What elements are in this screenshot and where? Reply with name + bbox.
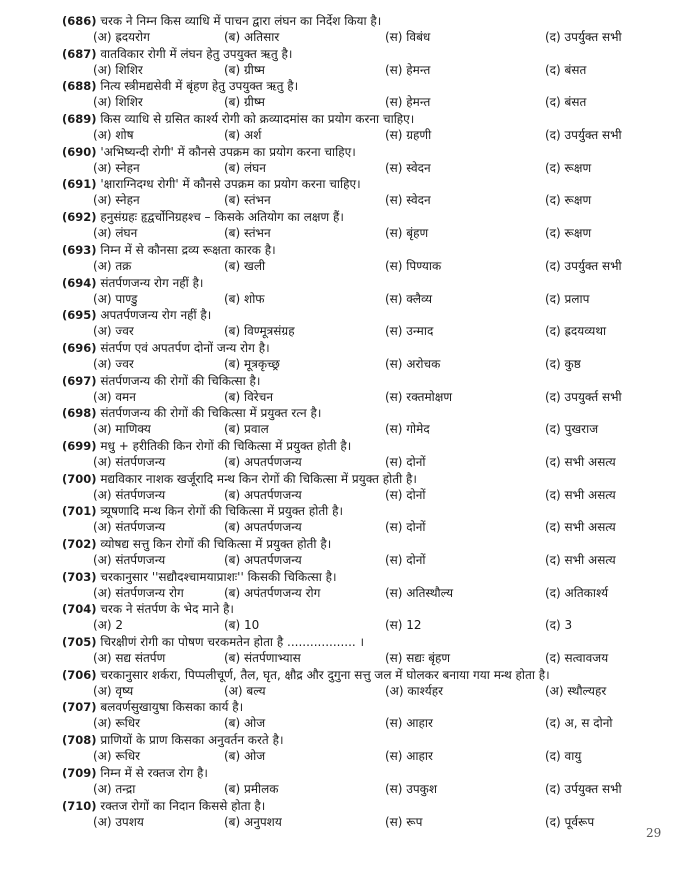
question-number: (706) bbox=[62, 667, 97, 682]
question-item bbox=[62, 699, 672, 732]
question-line bbox=[62, 111, 672, 127]
question-number: (710) bbox=[62, 798, 97, 813]
question-item bbox=[62, 569, 672, 602]
option-2: (ब) खली bbox=[224, 258, 266, 273]
question-text: प्राणियों के प्राण किसका अनुवर्तन करते है। bbox=[100, 733, 284, 748]
option-4: (द) रूक्षण bbox=[545, 160, 592, 175]
option-row bbox=[62, 291, 672, 307]
option-3: (स) आहार bbox=[385, 716, 433, 731]
option-row bbox=[62, 94, 672, 110]
question-number: (689) bbox=[62, 112, 97, 127]
option-2: (ब) स्तंभन bbox=[224, 193, 271, 208]
option-3: (स) विबंध bbox=[385, 30, 431, 44]
question-number: (695) bbox=[62, 308, 97, 323]
question-text: मद्यविकार नाशक खर्जूरादि मन्थ किन रोगों की चिकित्सा में प्रयुक्त होती है। bbox=[100, 471, 417, 486]
option-1: (अ) रूधिर bbox=[93, 716, 141, 731]
question-text: संतर्पण एवं अपतर्पण दोनों जन्य रोग है। bbox=[100, 340, 270, 355]
question-line bbox=[62, 373, 672, 389]
option-3: (स) हेमन्त bbox=[385, 62, 431, 77]
question-item bbox=[62, 307, 672, 340]
option-1: (अ) संतर्पणजन्य bbox=[93, 520, 166, 535]
option-2: (ब) अनुपशय bbox=[224, 814, 282, 829]
question-line bbox=[62, 275, 672, 291]
option-1: (अ) उपशय bbox=[93, 814, 144, 829]
option-1: (अ) लंघन bbox=[93, 226, 138, 241]
question-number: (709) bbox=[62, 765, 97, 780]
question-number: (693) bbox=[62, 242, 97, 257]
question-number: (705) bbox=[62, 635, 97, 650]
option-row bbox=[62, 781, 672, 797]
question-text: चरकानुसार ''सद्यौदश्चामयाप्राशः'' किसकी चिकित्सा है। bbox=[100, 569, 337, 584]
question-text: 'क्षाराग्निदग्ध रोगी' में कौनसे उपक्रम का प्रयोग करना चाहिए। bbox=[100, 177, 361, 192]
option-1: (अ) वृष्य bbox=[93, 683, 134, 698]
question-line bbox=[62, 765, 672, 781]
option-row bbox=[62, 552, 672, 568]
question-line bbox=[62, 144, 672, 160]
question-number: (687) bbox=[62, 46, 97, 61]
option-1: (अ) संतर्पणजन्य bbox=[93, 454, 166, 469]
question-item bbox=[62, 340, 672, 373]
option-4: (द) रूक्षण bbox=[545, 226, 592, 241]
question-text: रक्तज रोगों का निदान किससे होता है। bbox=[100, 798, 266, 813]
option-1: (अ) संतर्पणजन्य रोग bbox=[93, 585, 184, 600]
option-2: (ब) ओज bbox=[224, 749, 266, 764]
option-1: (अ) माणिक्य bbox=[93, 422, 151, 437]
option-row bbox=[62, 225, 672, 241]
question-item bbox=[62, 634, 672, 667]
option-1: (अ) संतर्पणजन्य bbox=[93, 553, 166, 567]
option-4: (द) रूक्षण bbox=[545, 193, 592, 208]
option-1: (अ) शोष bbox=[93, 128, 134, 143]
question-number: (708) bbox=[62, 733, 97, 748]
question-line bbox=[62, 307, 672, 323]
option-4: (द) पुखराज bbox=[545, 422, 599, 437]
question-text: संतर्पणजन्य रोग नहीं है। bbox=[100, 275, 204, 290]
option-row bbox=[62, 748, 672, 764]
option-2: (ब) अपतर्पणजन्य bbox=[224, 487, 302, 502]
option-row bbox=[62, 62, 672, 78]
option-2: (ब) अपतर्पणजन्य bbox=[224, 553, 302, 567]
option-4: (द) 3 bbox=[545, 618, 573, 633]
question-line bbox=[62, 569, 672, 585]
question-line bbox=[62, 732, 672, 748]
question-line bbox=[62, 634, 672, 650]
question-number: (694) bbox=[62, 275, 97, 290]
option-row bbox=[62, 192, 672, 208]
question-line bbox=[62, 503, 672, 519]
question-item bbox=[62, 275, 672, 308]
option-3: (स) दोनों bbox=[385, 487, 426, 502]
question-text: निम्न में से कौनसा द्रव्य रूक्षता कारक है। bbox=[100, 242, 276, 257]
question-text: व्योषद्य सत्तु किन रोगों की चिकित्सा में प्रयुक्त होती है। bbox=[100, 537, 332, 551]
question-text: किस व्याधि से ग्रसित कार्श्य रोगी को क्रव्यादमांस का प्रयोग करना चाहिए। bbox=[100, 112, 415, 127]
option-row bbox=[62, 323, 672, 339]
option-3: (स) दोनों bbox=[385, 454, 426, 469]
page-number: 29 bbox=[646, 826, 662, 840]
question-number: (698) bbox=[62, 406, 97, 421]
option-row bbox=[62, 585, 672, 601]
option-3: (स) अतिस्थौल्य bbox=[385, 585, 454, 600]
option-2: (ब) स्तंभन bbox=[224, 226, 271, 241]
question-text: चरक ने संतर्पण के भेद माने है। bbox=[100, 602, 234, 617]
option-1: (अ) संतर्पणजन्य bbox=[93, 487, 166, 502]
question-number: (703) bbox=[62, 569, 97, 584]
option-3: (स) ग्रहणी bbox=[385, 128, 432, 143]
question-item bbox=[62, 373, 672, 406]
question-line bbox=[62, 46, 672, 62]
question-text: मधु + हरीतिकी किन रोगों की चिकित्सा में प्रयुक्त होती है। bbox=[100, 438, 352, 453]
option-1: (अ) तक्र bbox=[93, 258, 132, 273]
option-3: (स) रूप bbox=[385, 814, 423, 829]
option-1: (अ) शिशिर bbox=[93, 62, 143, 77]
question-number: (699) bbox=[62, 438, 97, 453]
option-4: (द) अ, स दोनो bbox=[545, 716, 613, 731]
option-2: (ब) ग्रीष्म bbox=[224, 62, 265, 77]
option-1: (अ) पाण्डु bbox=[93, 291, 138, 306]
option-4: (द) सभी असत्य bbox=[545, 553, 616, 567]
option-2: (ब) विण्मूत्रसंग्रह bbox=[224, 324, 295, 339]
option-row bbox=[62, 258, 672, 274]
question-item bbox=[62, 46, 672, 79]
question-line bbox=[62, 13, 672, 29]
question-line bbox=[62, 209, 672, 225]
option-3: (स) स्वेदन bbox=[385, 160, 431, 175]
option-4: (अ) स्थौल्यहर bbox=[545, 683, 607, 698]
option-4: (द) सभी असत्य bbox=[545, 454, 616, 469]
question-text: चरक ने निम्न किस व्याधि में पाचन द्वारा लंघन का निर्देश किया है। bbox=[100, 14, 382, 28]
question-text: संतर्पणजन्य की रोगों की चिकित्सा में प्रयुक्त रत्न है। bbox=[100, 406, 322, 421]
option-1: (अ) ज्वर bbox=[93, 324, 134, 339]
option-3: (स) हेमन्त bbox=[385, 95, 431, 110]
question-text: अपतर्पणजन्य रोग नहीं है। bbox=[100, 308, 212, 323]
option-3: (स) दोनों bbox=[385, 553, 426, 567]
question-item bbox=[62, 601, 672, 634]
option-1: (अ) रूधिर bbox=[93, 749, 141, 764]
question-item bbox=[62, 798, 672, 831]
option-4: (द) अतिकार्श्य bbox=[545, 585, 609, 600]
question-line bbox=[62, 78, 672, 94]
option-2: (ब) अपंतर्पणजन्य रोग bbox=[224, 585, 321, 600]
question-line bbox=[62, 601, 672, 617]
question-number: (701) bbox=[62, 504, 97, 519]
question-item bbox=[62, 438, 672, 471]
option-3: (स) अरोचक bbox=[385, 356, 441, 371]
option-row bbox=[62, 715, 672, 731]
option-row bbox=[62, 650, 672, 666]
question-item bbox=[62, 732, 672, 765]
option-3: (स) गोमेद bbox=[385, 422, 430, 437]
question-item bbox=[62, 111, 672, 144]
question-text: बलवर्णसुखायुषा किसका कार्य है। bbox=[100, 700, 244, 715]
option-2: (अ) बल्य bbox=[224, 683, 266, 698]
question-number: (702) bbox=[62, 537, 97, 551]
option-1: (अ) ह्रदयरोग bbox=[93, 30, 150, 44]
option-2: (ब) ग्रीष्म bbox=[224, 95, 265, 110]
option-3: (स) उपकुश bbox=[385, 781, 438, 796]
option-3: (स) पिण्याक bbox=[385, 258, 442, 273]
question-item bbox=[62, 765, 672, 798]
option-1: (अ) तन्द्रा bbox=[93, 781, 136, 796]
question-line bbox=[62, 405, 672, 421]
option-row bbox=[62, 617, 672, 633]
question-text: त्र्यूषणादि मन्थ किन रोगों की चिकित्सा में प्रयुक्त होती है। bbox=[100, 504, 343, 519]
option-2: (ब) संतर्पणाभ्यास bbox=[224, 651, 301, 666]
question-number: (692) bbox=[62, 210, 97, 225]
question-number: (707) bbox=[62, 700, 97, 715]
question-line bbox=[62, 798, 672, 814]
question-item bbox=[62, 144, 672, 177]
option-2: (ब) 10 bbox=[224, 618, 260, 633]
option-row bbox=[62, 389, 672, 405]
option-row bbox=[62, 356, 672, 372]
option-3: (स) क्लैव्य bbox=[385, 291, 433, 306]
option-2: (ब) विरेचन bbox=[224, 389, 273, 404]
option-4: (द) सत्वावजय bbox=[545, 651, 609, 666]
question-text: निम्न में से रक्तज रोग है। bbox=[100, 765, 208, 780]
option-2: (ब) मूत्रकृच्छ्र bbox=[224, 356, 280, 371]
question-number: (691) bbox=[62, 177, 97, 192]
question-line bbox=[62, 438, 672, 454]
question-number: (696) bbox=[62, 340, 97, 355]
question-number: (688) bbox=[62, 79, 97, 94]
question-item bbox=[62, 667, 672, 700]
question-line bbox=[62, 667, 672, 683]
question-number: (700) bbox=[62, 471, 97, 486]
option-row bbox=[62, 487, 672, 503]
option-2: (ब) अपतर्पणजन्य bbox=[224, 454, 302, 469]
question-text: हनुसंग्रहः हृद्वर्चोनिग्रहश्च – किसके अतियोग का लक्षण हैं। bbox=[100, 210, 344, 225]
question-line bbox=[62, 536, 672, 552]
option-row bbox=[62, 814, 672, 830]
option-3: (स) उन्माद bbox=[385, 324, 434, 339]
option-1: (अ) ज्वर bbox=[93, 356, 134, 371]
question-item bbox=[62, 78, 672, 111]
option-3: (स) आहार bbox=[385, 749, 433, 764]
option-row bbox=[62, 160, 672, 176]
question-item bbox=[62, 13, 672, 46]
question-text: वातविकार रोगी में लंघन हेतु उपयुक्त ऋतु है। bbox=[100, 46, 293, 61]
option-row bbox=[62, 519, 672, 535]
option-2: (ब) प्रमीलक bbox=[224, 781, 279, 796]
question-item bbox=[62, 503, 672, 536]
question-number: (690) bbox=[62, 144, 97, 159]
option-1: (अ) स्नेहन bbox=[93, 193, 140, 208]
question-item bbox=[62, 405, 672, 438]
option-4: (द) बंसत bbox=[545, 95, 587, 110]
option-1: (अ) 2 bbox=[93, 618, 123, 633]
option-4: (द) कुष्ठ bbox=[545, 356, 581, 371]
option-row bbox=[62, 421, 672, 437]
option-3: (स) सद्यः बृंहण bbox=[385, 651, 451, 666]
question-number: (686) bbox=[62, 14, 97, 28]
question-line bbox=[62, 699, 672, 715]
option-2: (ब) प्रवाल bbox=[224, 422, 269, 437]
option-3: (अ) कार्श्यहर bbox=[385, 683, 444, 698]
question-item bbox=[62, 471, 672, 504]
option-row bbox=[62, 127, 672, 143]
question-list bbox=[62, 13, 672, 830]
option-2: (ब) अपतर्पणजन्य bbox=[224, 520, 302, 535]
option-row bbox=[62, 29, 672, 45]
option-4: (द) उपर्युक्त सभी bbox=[545, 128, 622, 143]
question-item bbox=[62, 209, 672, 242]
option-4: (द) सभी असत्य bbox=[545, 520, 616, 535]
option-2: (ब) लंघन bbox=[224, 160, 266, 175]
question-item bbox=[62, 536, 672, 569]
question-text: नित्य स्त्रीमद्यसेवी में बृंहण हेतु उपयुक्त ऋतु है। bbox=[100, 79, 299, 94]
option-4: (द) प्रलाप bbox=[545, 291, 590, 306]
question-text: संतर्पणजन्य की रोगों की चिकित्सा है। bbox=[100, 373, 261, 388]
option-1: (अ) सद्य संतर्पण bbox=[93, 651, 166, 666]
option-2: (ब) अर्श bbox=[224, 128, 262, 143]
option-4: (द) बंसत bbox=[545, 62, 587, 77]
option-4: (द) पूर्वरूप bbox=[545, 814, 595, 829]
option-3: (स) बृंहण bbox=[385, 226, 429, 241]
option-4: (द) वायु bbox=[545, 749, 582, 764]
question-text: 'अभिष्यन्दी रोगी' में कौनसे उपक्रम का प्रयोग करना चाहिए। bbox=[100, 144, 356, 159]
option-row bbox=[62, 683, 672, 699]
option-4: (द) उर्पयुक्त सभी bbox=[545, 781, 622, 796]
option-4: (द) सभी असत्य bbox=[545, 487, 616, 502]
option-1: (अ) वमन bbox=[93, 389, 136, 404]
question-text: चरकानुसार शर्करा, पिप्पलीचूर्ण, तैल, घृत, क्षौद्र और दुगुना सत्तु जल में घोलकर बनाया गया मन्थ होता है। bbox=[100, 667, 550, 682]
option-3: (स) स्वेदन bbox=[385, 193, 431, 208]
question-item bbox=[62, 176, 672, 209]
option-1: (अ) शिशिर bbox=[93, 95, 143, 110]
question-line bbox=[62, 471, 672, 487]
option-3: (स) 12 bbox=[385, 618, 422, 633]
option-1: (अ) स्नेहन bbox=[93, 160, 140, 175]
option-4: (द) उपर्युक्त सभी bbox=[545, 30, 622, 44]
option-4: (द) ह्रदयव्यथा bbox=[545, 324, 607, 339]
question-item bbox=[62, 242, 672, 275]
option-2: (ब) शोफ bbox=[224, 291, 265, 306]
question-line bbox=[62, 176, 672, 192]
question-line bbox=[62, 340, 672, 356]
option-3: (स) रक्तमोक्षण bbox=[385, 389, 453, 404]
question-line bbox=[62, 242, 672, 258]
option-3: (स) दोनों bbox=[385, 520, 426, 535]
question-number: (704) bbox=[62, 602, 97, 617]
question-text: चिरक्षीणं रोगी का पोषण चरकमतेन होता है .................. । bbox=[100, 635, 365, 650]
option-row bbox=[62, 454, 672, 470]
option-2: (ब) अतिसार bbox=[224, 30, 280, 44]
option-2: (ब) ओज bbox=[224, 716, 266, 731]
option-4: (द) उपयुर्क्त सभी bbox=[545, 389, 622, 404]
question-number: (697) bbox=[62, 373, 97, 388]
option-4: (द) उपर्युक्त सभी bbox=[545, 258, 622, 273]
